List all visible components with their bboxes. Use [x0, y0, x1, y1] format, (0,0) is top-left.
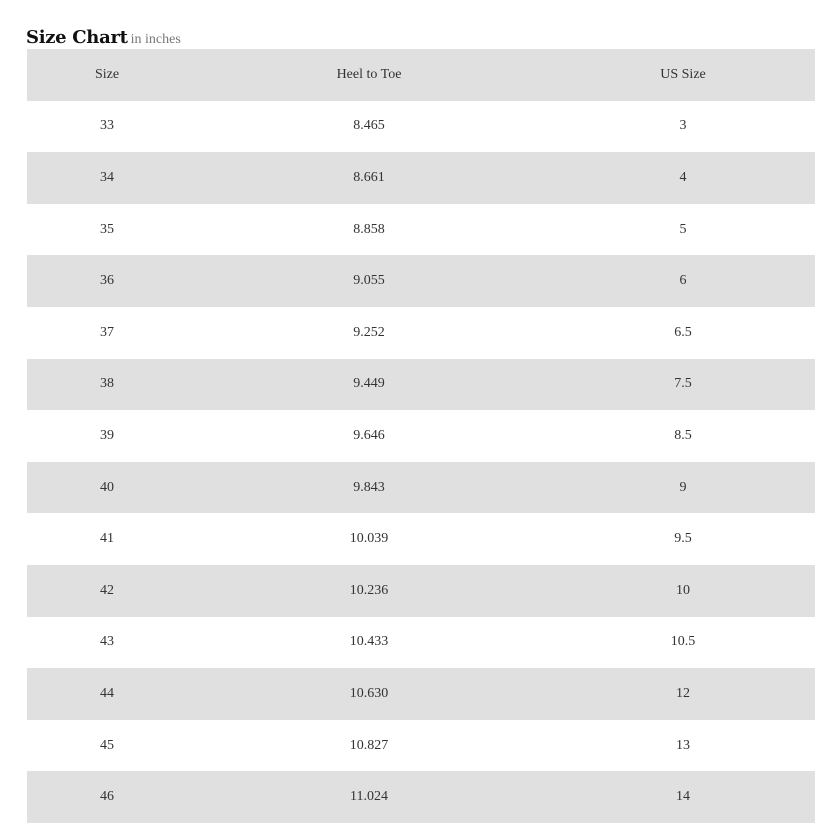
heel-to-toe-cell: 9.252 — [353, 324, 385, 340]
heel-to-toe-cell: 8.858 — [353, 221, 385, 237]
column-header-heel-to-toe: Heel to Toe — [336, 66, 402, 82]
us-size-cell: 9.5 — [674, 531, 692, 547]
heel-to-toe-cell: 10.039 — [349, 531, 389, 547]
table-row — [27, 255, 815, 307]
heel-to-toe-cell: 10.236 — [349, 582, 389, 598]
unit-note: in inches — [130, 32, 181, 47]
heel-to-toe-cell: 8.661 — [353, 169, 385, 185]
table-row — [27, 101, 815, 153]
table-row — [27, 359, 815, 411]
table-row — [27, 617, 815, 669]
table-row — [27, 204, 815, 256]
size-chart-title: Size Chart — [26, 27, 128, 48]
heel-to-toe-cell: 9.055 — [353, 273, 385, 289]
us-size-cell: 14 — [676, 789, 690, 805]
eu-size-cell: 42 — [100, 582, 114, 598]
us-size-cell: 12 — [676, 685, 690, 701]
us-size-cell: 10.5 — [670, 634, 696, 650]
eu-size-cell: 40 — [100, 479, 114, 495]
table-row — [27, 410, 815, 462]
heel-to-toe-cell: 9.646 — [353, 427, 385, 443]
us-size-cell: 8.5 — [674, 427, 692, 443]
column-header-us-size: US Size — [660, 66, 706, 82]
heel-to-toe-cell: 10.827 — [349, 737, 389, 753]
column-header-size: Size — [94, 66, 120, 82]
table-row — [27, 720, 815, 772]
table-row — [27, 513, 815, 565]
us-size-cell: 3 — [679, 118, 687, 134]
page-title — [26, 27, 181, 49]
table-row — [27, 771, 815, 823]
us-size-cell: 5 — [679, 221, 687, 237]
heel-to-toe-cell: 10.630 — [349, 685, 389, 701]
eu-size-cell: 38 — [100, 376, 114, 392]
heel-to-toe-cell: 10.433 — [349, 634, 389, 650]
eu-size-cell: 39 — [100, 427, 114, 443]
eu-size-cell: 43 — [100, 634, 114, 650]
us-size-cell: 10 — [676, 582, 690, 598]
table-row — [27, 152, 815, 204]
us-size-cell: 9 — [679, 479, 687, 495]
us-size-cell: 13 — [676, 737, 690, 753]
table-row — [27, 462, 815, 514]
us-size-cell: 6 — [679, 273, 687, 289]
us-size-cell: 6.5 — [674, 324, 692, 340]
eu-size-cell: 36 — [100, 273, 114, 289]
us-size-cell: 4 — [679, 169, 687, 185]
table-row — [27, 307, 815, 359]
table-header-row — [27, 49, 815, 101]
eu-size-cell: 37 — [100, 324, 114, 340]
eu-size-cell: 33 — [100, 118, 114, 134]
eu-size-cell: 41 — [100, 531, 114, 547]
heel-to-toe-cell: 9.843 — [353, 479, 385, 495]
eu-size-cell: 35 — [100, 221, 114, 237]
eu-size-cell: 45 — [100, 737, 114, 753]
eu-size-cell: 44 — [100, 685, 114, 701]
table-row — [27, 565, 815, 617]
us-size-cell: 7.5 — [674, 376, 692, 392]
size-chart-table — [27, 49, 815, 823]
table-row — [27, 668, 815, 720]
eu-size-cell: 46 — [100, 789, 114, 805]
eu-size-cell: 34 — [100, 169, 114, 185]
heel-to-toe-cell: 8.465 — [353, 118, 385, 134]
heel-to-toe-cell: 11.024 — [350, 789, 388, 805]
heel-to-toe-cell: 9.449 — [353, 376, 385, 392]
